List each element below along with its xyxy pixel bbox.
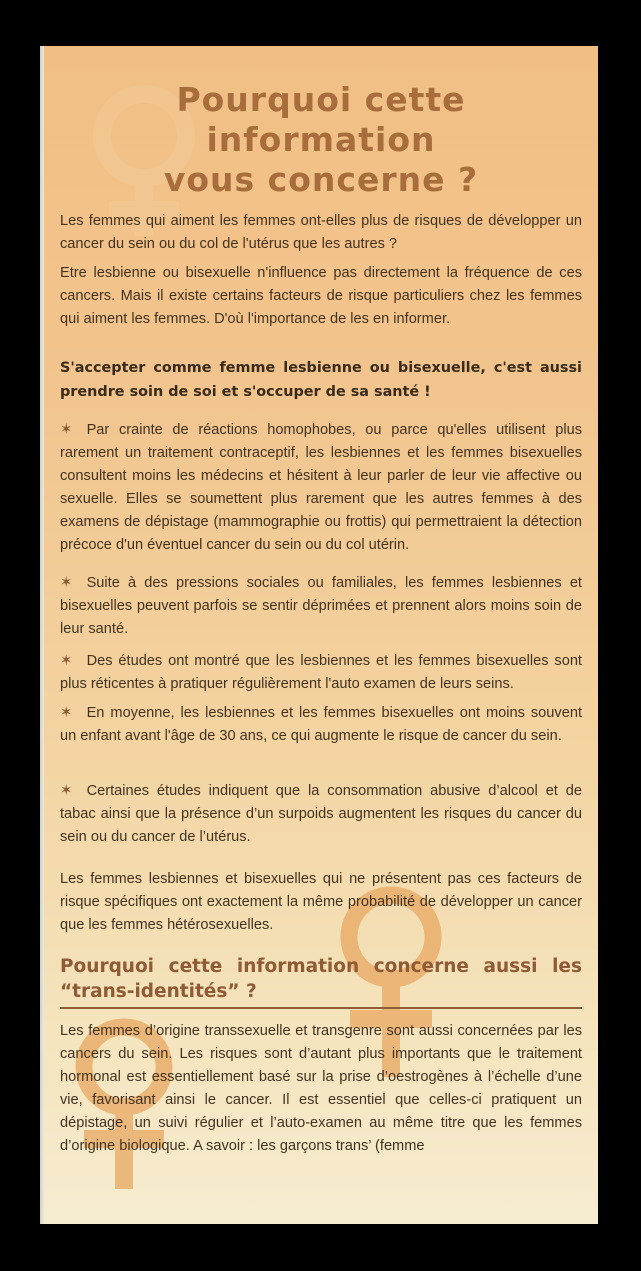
list-item bbox=[60, 701, 582, 748]
intro-answer: Etre lesbienne ou bisexuelle n'influence pas directement la fréquence de ces cancers. Mais il existe certains facteurs de risque particuliers chez les femmes qui aiment les femmes. D'où l'importance de les en informer. bbox=[60, 265, 582, 327]
page-title bbox=[44, 80, 598, 200]
list-item-text: Par crainte de réactions homophobes, ou parce qu'elles utilisent plus rarement un traitement contraceptif, les lesbiennes et les femmes bisexuelles consultent moins les médecins et hésitent à leur parler de leur vie affective ou sexuelle. Elles se soumettent plus rarement que les autres femmes à des examens de dépistage (mammographie ou frottis) qui permettraient la détection précoce d'un éventuel cancer du sein ou du col utérin. bbox=[60, 422, 582, 553]
list-item bbox=[60, 418, 582, 557]
section-heading: Pourquoi cette information concerne aussi les “trans-identités” ? bbox=[60, 956, 582, 1002]
asterisk-bullet-icon: ✶ bbox=[60, 574, 73, 591]
title-line-2: information bbox=[206, 120, 436, 159]
asterisk-bullet-icon: ✶ bbox=[60, 652, 73, 669]
brochure-page bbox=[44, 46, 598, 1224]
highlight-statement: S'accepter comme femme lesbienne ou bisexuelle, c'est aussi prendre soin de soi et s'occuper de sa santé ! bbox=[60, 360, 582, 400]
list-item-text: Des études ont montré que les lesbiennes et les femmes bisexuelles sont plus réticentes à pratiquer régulièrement l'auto examen de leurs seins. bbox=[60, 653, 582, 692]
list-item bbox=[60, 649, 582, 696]
list-item-text: En moyenne, les lesbiennes et les femmes bisexuelles ont moins souvent un enfant avant l'âge de 30 ans, ce qui augmente le risque de cancer du sein. bbox=[60, 705, 582, 744]
asterisk-bullet-icon: ✶ bbox=[60, 704, 73, 721]
section-divider bbox=[60, 1007, 582, 1009]
title-line-3: vous concerne ? bbox=[163, 160, 479, 199]
list-item-text: Certaines études indiquent que la consommation abusive d’alcool et de tabac ainsi que la présence d’un surpoids augmentent les risques du cancer du sein ou du cancer de l’utérus. bbox=[60, 783, 582, 845]
conclusion-paragraph: Les femmes lesbiennes et bisexuelles qui ne présentent pas ces facteurs de risque spécifiques ont exactement la même probabilité de développer un cancer que les femmes hétérosexuelles. bbox=[60, 871, 582, 933]
section-body: Les femmes d’origine transsexuelle et transgenre sont aussi concernées par les cancers du sein. Les risques sont d’autant plus importants que le traitement hormonal est essentiellement basé sur la prise d’oestrogènes à l’échelle d’une vie, favorisant ainsi le cancer. Il est essentiel que celles-ci pratiquent un dépistage, un suivi régulier et l’auto-examen au même titre que les femmes d’origine biologique. A savoir : les garçons trans’ (femme bbox=[60, 1023, 582, 1154]
list-item bbox=[60, 571, 582, 641]
list-item bbox=[60, 779, 582, 849]
list-item-text: Suite à des pressions sociales ou familiales, les femmes lesbiennes et bisexuelles peuvent parfois se sentir déprimées et prennent alors moins soin de leur santé. bbox=[60, 575, 582, 637]
asterisk-bullet-icon: ✶ bbox=[60, 782, 73, 799]
title-line-1: Pourquoi cette bbox=[176, 80, 466, 119]
intro-question: Les femmes qui aiment les femmes ont-elles plus de risques de développer un cancer du sein ou du col de l'utérus que les autres ? bbox=[60, 213, 582, 252]
asterisk-bullet-icon: ✶ bbox=[60, 421, 73, 438]
